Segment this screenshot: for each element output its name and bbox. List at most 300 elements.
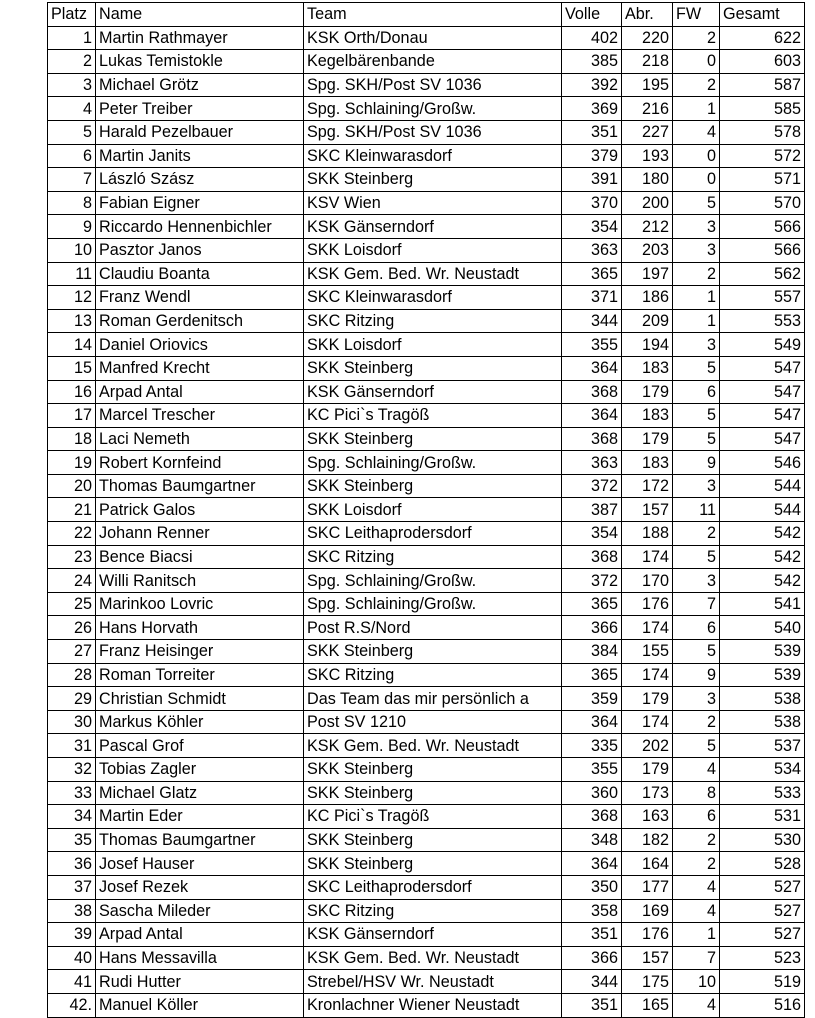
cell-team: Strebel/HSV Wr. Neustadt — [304, 970, 562, 994]
cell-gesamt: 541 — [720, 592, 805, 616]
cell-abr: 172 — [622, 474, 673, 498]
cell-platz: 39 — [48, 923, 96, 947]
cell-gesamt: 542 — [720, 522, 805, 546]
cell-volle: 370 — [562, 191, 622, 215]
cell-volle: 348 — [562, 828, 622, 852]
cell-abr: 227 — [622, 120, 673, 144]
cell-volle: 368 — [562, 545, 622, 569]
cell-fw: 9 — [673, 451, 720, 475]
cell-gesamt: 531 — [720, 805, 805, 829]
table-row — [48, 522, 805, 546]
cell-gesamt: 562 — [720, 262, 805, 286]
table-row — [48, 356, 805, 380]
cell-team: KSV Wien — [304, 191, 562, 215]
cell-gesamt: 530 — [720, 828, 805, 852]
cell-name: Hans Messavilla — [96, 946, 304, 970]
cell-abr: 173 — [622, 781, 673, 805]
cell-fw: 5 — [673, 545, 720, 569]
cell-name: Johann Renner — [96, 522, 304, 546]
table-row — [48, 734, 805, 758]
table-row — [48, 875, 805, 899]
table-row — [48, 191, 805, 215]
cell-name: Bence Biacsi — [96, 545, 304, 569]
cell-fw: 3 — [673, 569, 720, 593]
cell-name: Hans Horvath — [96, 616, 304, 640]
header-fw: FW — [673, 3, 720, 27]
cell-platz: 23 — [48, 545, 96, 569]
cell-team: SKK Steinberg — [304, 640, 562, 664]
cell-abr: 179 — [622, 758, 673, 782]
cell-name: Laci Nemeth — [96, 427, 304, 451]
cell-name: Arpad Antal — [96, 923, 304, 947]
cell-platz: 12 — [48, 286, 96, 310]
cell-team: SKC Leithaprodersdorf — [304, 875, 562, 899]
cell-abr: 186 — [622, 286, 673, 310]
cell-gesamt: 533 — [720, 781, 805, 805]
cell-team: SKK Loisdorf — [304, 498, 562, 522]
cell-gesamt: 549 — [720, 333, 805, 357]
cell-gesamt: 539 — [720, 663, 805, 687]
cell-platz: 36 — [48, 852, 96, 876]
table-row — [48, 451, 805, 475]
cell-team: SKC Leithaprodersdorf — [304, 522, 562, 546]
cell-abr: 170 — [622, 569, 673, 593]
cell-abr: 188 — [622, 522, 673, 546]
cell-fw: 0 — [673, 50, 720, 74]
table-row — [48, 781, 805, 805]
cell-abr: 212 — [622, 215, 673, 239]
cell-abr: 218 — [622, 50, 673, 74]
cell-fw: 7 — [673, 946, 720, 970]
cell-team: SKK Steinberg — [304, 168, 562, 192]
cell-abr: 157 — [622, 498, 673, 522]
cell-abr: 157 — [622, 946, 673, 970]
cell-fw: 8 — [673, 781, 720, 805]
cell-name: Daniel Oriovics — [96, 333, 304, 357]
cell-fw: 2 — [673, 26, 720, 50]
cell-fw: 2 — [673, 710, 720, 734]
cell-volle: 402 — [562, 26, 622, 50]
table-row — [48, 852, 805, 876]
header-name: Name — [96, 3, 304, 27]
cell-platz: 29 — [48, 687, 96, 711]
cell-volle: 363 — [562, 451, 622, 475]
cell-team: Spg. SKH/Post SV 1036 — [304, 73, 562, 97]
table-row — [48, 286, 805, 310]
cell-abr: 163 — [622, 805, 673, 829]
cell-volle: 351 — [562, 993, 622, 1017]
cell-volle: 363 — [562, 238, 622, 262]
cell-platz: 41 — [48, 970, 96, 994]
cell-fw: 4 — [673, 758, 720, 782]
cell-gesamt: 542 — [720, 545, 805, 569]
cell-abr: 182 — [622, 828, 673, 852]
cell-platz: 24 — [48, 569, 96, 593]
cell-fw: 11 — [673, 498, 720, 522]
cell-name: Lukas Temistokle — [96, 50, 304, 74]
cell-volle: 379 — [562, 144, 622, 168]
cell-platz: 21 — [48, 498, 96, 522]
cell-gesamt: 537 — [720, 734, 805, 758]
cell-team: Das Team das mir persönlich a — [304, 687, 562, 711]
cell-volle: 364 — [562, 710, 622, 734]
cell-abr: 183 — [622, 356, 673, 380]
cell-name: Pasztor Janos — [96, 238, 304, 262]
cell-gesamt: 547 — [720, 356, 805, 380]
cell-team: SKK Loisdorf — [304, 333, 562, 357]
cell-team: Spg. Schlaining/Großw. — [304, 97, 562, 121]
cell-name: Robert Kornfeind — [96, 451, 304, 475]
table-row — [48, 923, 805, 947]
cell-abr: 174 — [622, 710, 673, 734]
cell-volle: 384 — [562, 640, 622, 664]
cell-fw: 5 — [673, 640, 720, 664]
cell-fw: 1 — [673, 286, 720, 310]
table-row — [48, 404, 805, 428]
cell-gesamt: 587 — [720, 73, 805, 97]
cell-fw: 3 — [673, 687, 720, 711]
cell-volle: 354 — [562, 215, 622, 239]
cell-volle: 364 — [562, 404, 622, 428]
cell-volle: 365 — [562, 262, 622, 286]
cell-platz: 1 — [48, 26, 96, 50]
cell-platz: 35 — [48, 828, 96, 852]
cell-platz: 33 — [48, 781, 96, 805]
cell-platz: 30 — [48, 710, 96, 734]
table-row — [48, 758, 805, 782]
cell-volle: 366 — [562, 616, 622, 640]
cell-volle: 351 — [562, 120, 622, 144]
table-row — [48, 97, 805, 121]
cell-team: SKC Ritzing — [304, 545, 562, 569]
cell-gesamt: 527 — [720, 923, 805, 947]
cell-platz: 26 — [48, 616, 96, 640]
cell-abr: 164 — [622, 852, 673, 876]
cell-fw: 5 — [673, 404, 720, 428]
table-row — [48, 592, 805, 616]
ranking-table — [47, 2, 805, 1018]
cell-volle: 365 — [562, 592, 622, 616]
header-platz: Platz — [48, 3, 96, 27]
cell-fw: 5 — [673, 191, 720, 215]
cell-volle: 350 — [562, 875, 622, 899]
cell-abr: 183 — [622, 404, 673, 428]
header-gesamt: Gesamt — [720, 3, 805, 27]
table-row — [48, 993, 805, 1017]
cell-gesamt: 544 — [720, 498, 805, 522]
cell-team: Kegelbärenbande — [304, 50, 562, 74]
table-row — [48, 427, 805, 451]
cell-fw: 6 — [673, 805, 720, 829]
cell-volle: 344 — [562, 309, 622, 333]
cell-name: Christian Schmidt — [96, 687, 304, 711]
table-row — [48, 828, 805, 852]
cell-abr: 200 — [622, 191, 673, 215]
cell-team: Spg. Schlaining/Großw. — [304, 569, 562, 593]
table-row — [48, 569, 805, 593]
cell-volle: 360 — [562, 781, 622, 805]
header-team: Team — [304, 3, 562, 27]
cell-platz: 38 — [48, 899, 96, 923]
table-row — [48, 710, 805, 734]
cell-team: Kronlachner Wiener Neustadt — [304, 993, 562, 1017]
cell-gesamt: 527 — [720, 899, 805, 923]
cell-volle: 387 — [562, 498, 622, 522]
table-row — [48, 616, 805, 640]
cell-fw: 5 — [673, 427, 720, 451]
table-row — [48, 73, 805, 97]
header-volle: Volle — [562, 3, 622, 27]
cell-platz: 34 — [48, 805, 96, 829]
cell-team: SKK Steinberg — [304, 427, 562, 451]
cell-fw: 3 — [673, 238, 720, 262]
cell-name: Tobias Zagler — [96, 758, 304, 782]
cell-team: SKC Ritzing — [304, 663, 562, 687]
cell-volle: 391 — [562, 168, 622, 192]
cell-platz: 16 — [48, 380, 96, 404]
cell-abr: 193 — [622, 144, 673, 168]
cell-fw: 2 — [673, 828, 720, 852]
table-row — [48, 498, 805, 522]
cell-gesamt: 528 — [720, 852, 805, 876]
cell-fw: 4 — [673, 875, 720, 899]
cell-name: Peter Treiber — [96, 97, 304, 121]
cell-platz: 32 — [48, 758, 96, 782]
cell-volle: 355 — [562, 333, 622, 357]
cell-fw: 3 — [673, 215, 720, 239]
cell-team: SKK Steinberg — [304, 758, 562, 782]
table-row — [48, 309, 805, 333]
cell-team: Spg. Schlaining/Großw. — [304, 451, 562, 475]
cell-gesamt: 572 — [720, 144, 805, 168]
cell-team: SKK Steinberg — [304, 781, 562, 805]
cell-team: SKC Kleinwarasdorf — [304, 286, 562, 310]
cell-volle: 351 — [562, 923, 622, 947]
table-row — [48, 899, 805, 923]
table-row — [48, 640, 805, 664]
cell-volle: 354 — [562, 522, 622, 546]
cell-fw: 2 — [673, 852, 720, 876]
cell-platz: 18 — [48, 427, 96, 451]
cell-abr: 216 — [622, 97, 673, 121]
cell-abr: 174 — [622, 545, 673, 569]
cell-fw: 2 — [673, 73, 720, 97]
cell-fw: 2 — [673, 522, 720, 546]
cell-platz: 11 — [48, 262, 96, 286]
cell-team: KC Pici`s Tragöß — [304, 805, 562, 829]
cell-abr: 176 — [622, 592, 673, 616]
cell-gesamt: 534 — [720, 758, 805, 782]
cell-abr: 209 — [622, 309, 673, 333]
cell-fw: 1 — [673, 309, 720, 333]
cell-name: Fabian Eigner — [96, 191, 304, 215]
cell-name: Willi Ranitsch — [96, 569, 304, 593]
cell-gesamt: 566 — [720, 238, 805, 262]
cell-volle: 385 — [562, 50, 622, 74]
table-row — [48, 333, 805, 357]
cell-fw: 6 — [673, 616, 720, 640]
table-row — [48, 545, 805, 569]
cell-fw: 5 — [673, 734, 720, 758]
table-row — [48, 50, 805, 74]
cell-team: Post SV 1210 — [304, 710, 562, 734]
cell-platz: 10 — [48, 238, 96, 262]
cell-name: Martin Rathmayer — [96, 26, 304, 50]
cell-name: Arpad Antal — [96, 380, 304, 404]
cell-name: Riccardo Hennenbichler — [96, 215, 304, 239]
table-row — [48, 805, 805, 829]
cell-gesamt: 547 — [720, 380, 805, 404]
cell-fw: 2 — [673, 262, 720, 286]
cell-gesamt: 544 — [720, 474, 805, 498]
cell-team: KSK Gänserndorf — [304, 380, 562, 404]
cell-name: Martin Janits — [96, 144, 304, 168]
cell-platz: 4 — [48, 97, 96, 121]
cell-fw: 4 — [673, 120, 720, 144]
cell-abr: 155 — [622, 640, 673, 664]
cell-abr: 174 — [622, 663, 673, 687]
cell-volle: 355 — [562, 758, 622, 782]
cell-gesamt: 538 — [720, 710, 805, 734]
cell-team: SKK Steinberg — [304, 852, 562, 876]
cell-fw: 7 — [673, 592, 720, 616]
cell-abr: 203 — [622, 238, 673, 262]
cell-volle: 364 — [562, 356, 622, 380]
cell-volle: 371 — [562, 286, 622, 310]
cell-abr: 165 — [622, 993, 673, 1017]
cell-volle: 366 — [562, 946, 622, 970]
cell-gesamt: 571 — [720, 168, 805, 192]
cell-abr: 169 — [622, 899, 673, 923]
cell-gesamt: 516 — [720, 993, 805, 1017]
cell-name: Patrick Galos — [96, 498, 304, 522]
cell-gesamt: 557 — [720, 286, 805, 310]
cell-name: Marcel Trescher — [96, 404, 304, 428]
cell-volle: 372 — [562, 569, 622, 593]
cell-fw: 1 — [673, 923, 720, 947]
cell-platz: 27 — [48, 640, 96, 664]
cell-name: Marinkoo Lovric — [96, 592, 304, 616]
cell-fw: 0 — [673, 144, 720, 168]
cell-volle: 369 — [562, 97, 622, 121]
cell-fw: 6 — [673, 380, 720, 404]
cell-volle: 368 — [562, 427, 622, 451]
cell-gesamt: 519 — [720, 970, 805, 994]
cell-abr: 174 — [622, 616, 673, 640]
cell-platz: 9 — [48, 215, 96, 239]
cell-name: Rudi Hutter — [96, 970, 304, 994]
cell-platz: 28 — [48, 663, 96, 687]
cell-platz: 8 — [48, 191, 96, 215]
cell-abr: 179 — [622, 380, 673, 404]
cell-volle: 335 — [562, 734, 622, 758]
cell-name: Manuel Köller — [96, 993, 304, 1017]
cell-team: KSK Gänserndorf — [304, 923, 562, 947]
table-row — [48, 120, 805, 144]
cell-gesamt: 527 — [720, 875, 805, 899]
cell-gesamt: 540 — [720, 616, 805, 640]
cell-name: Markus Köhler — [96, 710, 304, 734]
cell-platz: 20 — [48, 474, 96, 498]
cell-volle: 344 — [562, 970, 622, 994]
cell-abr: 202 — [622, 734, 673, 758]
cell-platz: 31 — [48, 734, 96, 758]
cell-platz: 37 — [48, 875, 96, 899]
cell-name: Thomas Baumgartner — [96, 828, 304, 852]
table-row — [48, 215, 805, 239]
cell-fw: 10 — [673, 970, 720, 994]
cell-team: Spg. SKH/Post SV 1036 — [304, 120, 562, 144]
cell-name: Claudiu Boanta — [96, 262, 304, 286]
cell-platz: 19 — [48, 451, 96, 475]
cell-abr: 180 — [622, 168, 673, 192]
cell-team: KSK Gem. Bed. Wr. Neustadt — [304, 734, 562, 758]
cell-platz: 25 — [48, 592, 96, 616]
cell-gesamt: 547 — [720, 404, 805, 428]
cell-name: Roman Torreiter — [96, 663, 304, 687]
cell-abr: 179 — [622, 687, 673, 711]
cell-platz: 17 — [48, 404, 96, 428]
cell-gesamt: 578 — [720, 120, 805, 144]
cell-name: Martin Eder — [96, 805, 304, 829]
cell-team: SKK Steinberg — [304, 828, 562, 852]
cell-name: Josef Hauser — [96, 852, 304, 876]
cell-gesamt: 622 — [720, 26, 805, 50]
cell-fw: 4 — [673, 899, 720, 923]
cell-team: SKK Steinberg — [304, 356, 562, 380]
cell-team: KSK Gem. Bed. Wr. Neustadt — [304, 946, 562, 970]
cell-team: SKC Ritzing — [304, 899, 562, 923]
cell-platz: 13 — [48, 309, 96, 333]
cell-volle: 365 — [562, 663, 622, 687]
cell-platz: 22 — [48, 522, 96, 546]
cell-fw: 9 — [673, 663, 720, 687]
table-row — [48, 144, 805, 168]
cell-name: Manfred Krecht — [96, 356, 304, 380]
table-row — [48, 262, 805, 286]
cell-platz: 5 — [48, 120, 96, 144]
header-abr: Abr. — [622, 3, 673, 27]
cell-volle: 392 — [562, 73, 622, 97]
cell-platz: 3 — [48, 73, 96, 97]
cell-gesamt: 542 — [720, 569, 805, 593]
cell-name: Franz Heisinger — [96, 640, 304, 664]
cell-platz: 14 — [48, 333, 96, 357]
table-row — [48, 380, 805, 404]
cell-name: Josef Rezek — [96, 875, 304, 899]
cell-abr: 220 — [622, 26, 673, 50]
cell-gesamt: 546 — [720, 451, 805, 475]
cell-fw: 4 — [673, 993, 720, 1017]
header-row — [48, 3, 805, 27]
cell-name: Franz Wendl — [96, 286, 304, 310]
cell-gesamt: 566 — [720, 215, 805, 239]
cell-name: Michael Grötz — [96, 73, 304, 97]
table-row — [48, 238, 805, 262]
cell-fw: 3 — [673, 474, 720, 498]
cell-gesamt: 547 — [720, 427, 805, 451]
cell-volle: 364 — [562, 852, 622, 876]
table-row — [48, 474, 805, 498]
cell-platz: 6 — [48, 144, 96, 168]
cell-volle: 368 — [562, 805, 622, 829]
cell-gesamt: 523 — [720, 946, 805, 970]
cell-gesamt: 603 — [720, 50, 805, 74]
cell-name: Sascha Mileder — [96, 899, 304, 923]
cell-abr: 179 — [622, 427, 673, 451]
cell-name: Michael Glatz — [96, 781, 304, 805]
cell-name: Pascal Grof — [96, 734, 304, 758]
